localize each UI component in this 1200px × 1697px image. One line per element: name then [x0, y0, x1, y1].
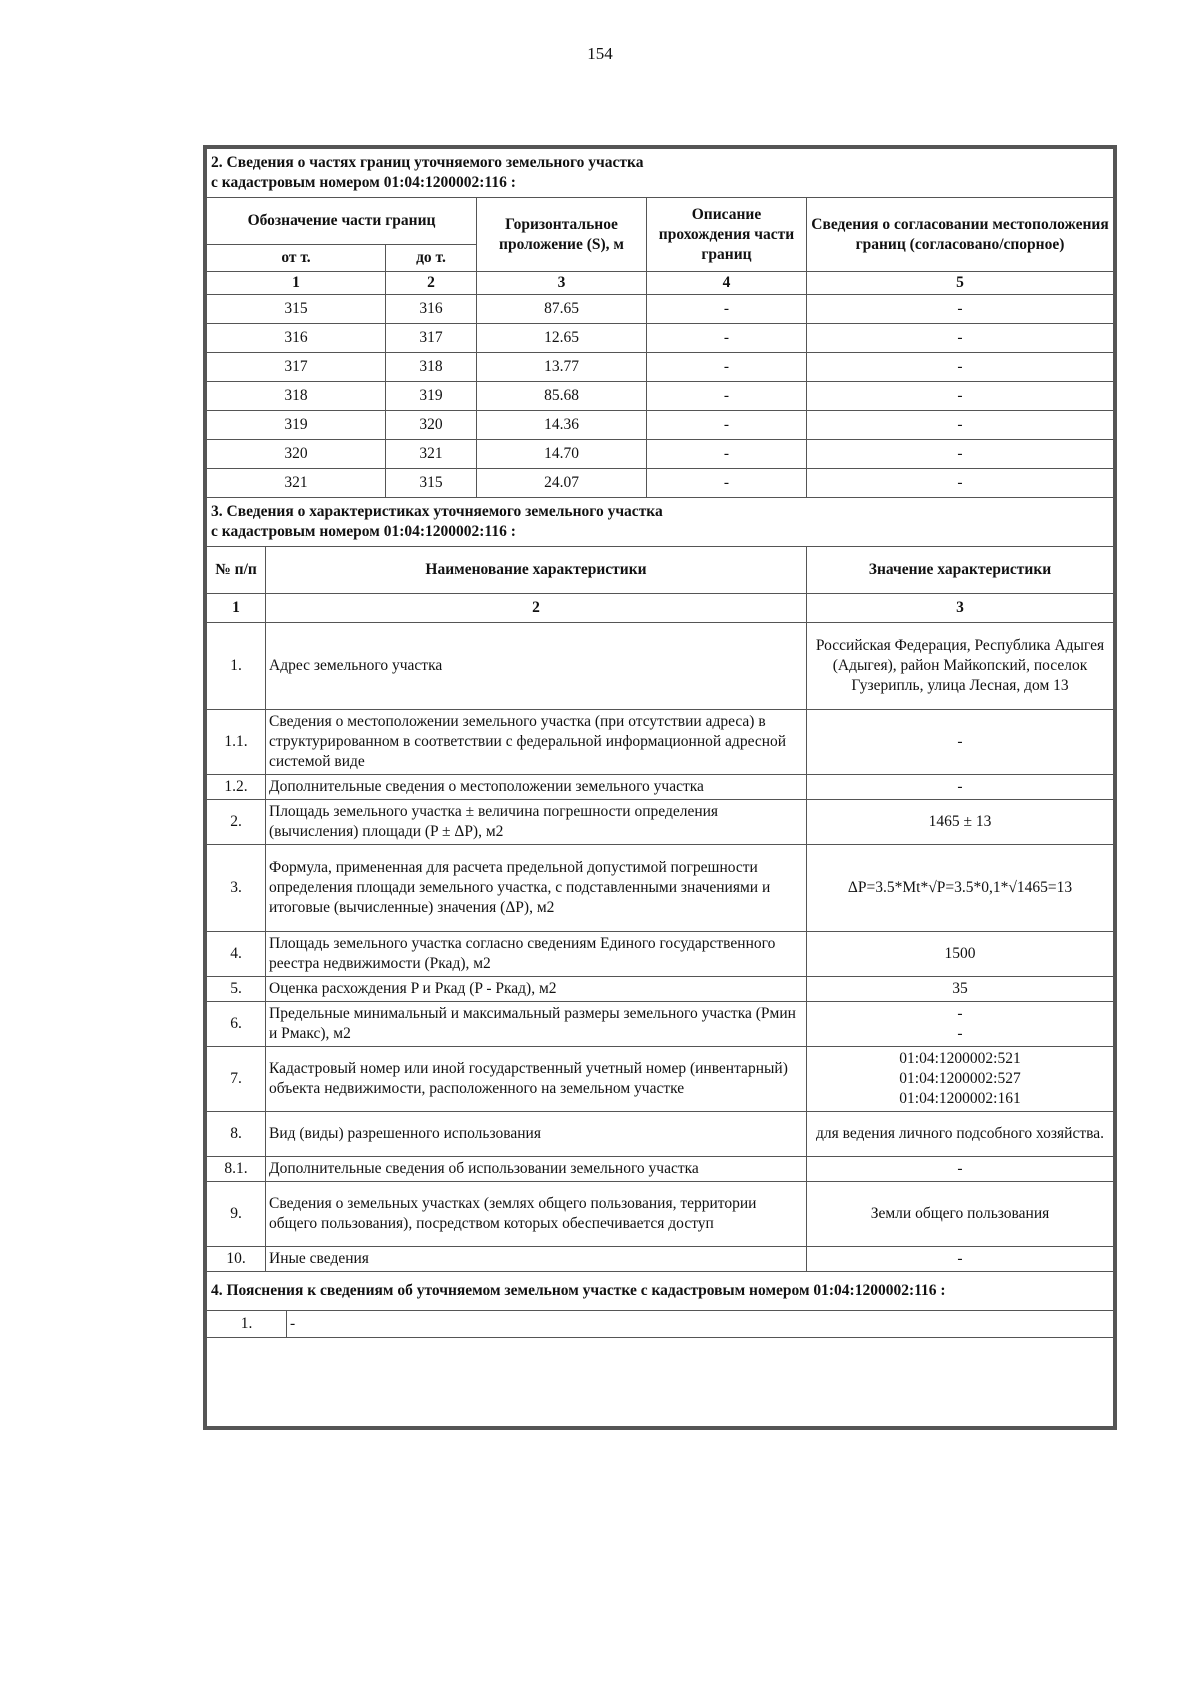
cell-to: 318	[386, 353, 477, 382]
row-value: 1465 ± 13	[807, 800, 1114, 845]
cell-agreement: -	[807, 324, 1114, 353]
cell-from: 319	[207, 411, 386, 440]
section3-title-line2: с кадастровым номером 01:04:1200002:116 :	[211, 523, 516, 540]
section2-title	[207, 149, 1114, 198]
cell-length: 85.68	[477, 382, 647, 411]
row-num: 6.	[207, 1002, 266, 1047]
row-num: 10.	[207, 1247, 266, 1272]
row-name: Предельные минимальный и максимальный размеры земельного участка (Pмин и Pмакс), м2	[266, 1002, 807, 1047]
cell-from: 320	[207, 440, 386, 469]
header-from: от т.	[207, 245, 386, 272]
blank-row	[207, 1338, 1114, 1427]
table-row	[207, 1182, 1114, 1247]
row-num: 7.	[207, 1047, 266, 1112]
value-line: 01:04:1200002:161	[899, 1090, 1021, 1107]
cell-to: 316	[386, 295, 477, 324]
table-row	[207, 469, 1114, 498]
cell-agreement: -	[807, 469, 1114, 498]
row-num: 3.	[207, 845, 266, 932]
row-num: 1.	[207, 1311, 287, 1338]
cell-to: 319	[386, 382, 477, 411]
row-num: 1.1.	[207, 710, 266, 775]
row-name: Площадь земельного участка согласно сведениям Единого государственного реестра недвижимости (Pкад), м2	[266, 932, 807, 977]
cell-length: 13.77	[477, 353, 647, 382]
table-row	[207, 411, 1114, 440]
row-value: -	[807, 1247, 1114, 1272]
row-name: Оценка расхождения P и Pкад (P - Pкад), м2	[266, 977, 807, 1002]
cell-length: 24.07	[477, 469, 647, 498]
col-number: 5	[807, 272, 1114, 295]
row-value	[807, 1047, 1114, 1112]
section2-title-line1: 2. Сведения о частях границ уточняемого земельного участка	[211, 154, 644, 171]
table-row	[207, 382, 1114, 411]
table-row	[207, 1247, 1114, 1272]
table-row	[207, 1311, 1114, 1338]
row-num: 9.	[207, 1182, 266, 1247]
row-name: Иные сведения	[266, 1247, 807, 1272]
value-line: -	[957, 1025, 963, 1042]
header-name: Наименование характеристики	[266, 547, 807, 594]
row-num: 5.	[207, 977, 266, 1002]
row-name: Площадь земельного участка ± величина погрешности определения (вычисления) площади (P ± ΔP), м2	[266, 800, 807, 845]
row-num: 4.	[207, 932, 266, 977]
col-number: 3	[477, 272, 647, 295]
section4-table	[206, 1272, 1114, 1427]
col-number: 4	[647, 272, 807, 295]
row-name: Сведения о местоположении земельного участка (при отсутствии адреса) в структурированном в соответствии с федеральной информационной адресной системой виде	[266, 710, 807, 775]
cell-to: 317	[386, 324, 477, 353]
row-name: Вид (виды) разрешенного использования	[266, 1112, 807, 1157]
row-value: -	[807, 710, 1114, 775]
row-value: Земли общего пользования	[807, 1182, 1114, 1247]
header-to: до т.	[386, 245, 477, 272]
cell-length: 14.36	[477, 411, 647, 440]
cell-agreement: -	[807, 382, 1114, 411]
row-num: 2.	[207, 800, 266, 845]
row-name: Сведения о земельных участках (землях общего пользования, территории общего пользования), посредством которых обеспечивается доступ	[266, 1182, 807, 1247]
row-value: -	[807, 775, 1114, 800]
cell-length: 12.65	[477, 324, 647, 353]
table-row	[207, 710, 1114, 775]
cell-to: 320	[386, 411, 477, 440]
cell-description: -	[647, 440, 807, 469]
header-length: Горизонтальное проложение (S), м	[477, 198, 647, 272]
header-num: № п/п	[207, 547, 266, 594]
table-row	[207, 775, 1114, 800]
row-value: 1500	[807, 932, 1114, 977]
cell-from: 321	[207, 469, 386, 498]
header-part: Обозначение части границ	[207, 198, 477, 245]
row-num: 8.	[207, 1112, 266, 1157]
cell-description: -	[647, 469, 807, 498]
table-row	[207, 845, 1114, 932]
cell-to: 315	[386, 469, 477, 498]
col-number: 2	[266, 594, 807, 623]
cell-description: -	[647, 411, 807, 440]
section4-title: 4. Пояснения к сведениям об уточняемом земельном участке с кадастровым номером 01:04:1200002:116 :	[207, 1272, 1114, 1311]
row-text: -	[287, 1311, 1114, 1338]
table-row	[207, 353, 1114, 382]
cell-from: 315	[207, 295, 386, 324]
cell-from: 317	[207, 353, 386, 382]
section3-table	[206, 498, 1114, 1272]
cell-length: 14.70	[477, 440, 647, 469]
value-line: 01:04:1200002:527	[899, 1070, 1021, 1087]
section3-title	[207, 498, 1114, 547]
table-row	[207, 623, 1114, 710]
table-row	[207, 1112, 1114, 1157]
table-row	[207, 1157, 1114, 1182]
row-num: 1.2.	[207, 775, 266, 800]
table-row	[207, 440, 1114, 469]
table-row	[207, 1002, 1114, 1047]
cadastral-document	[203, 145, 1117, 1430]
col-number: 1	[207, 272, 386, 295]
cell-to: 321	[386, 440, 477, 469]
header-value: Значение характеристики	[807, 547, 1114, 594]
row-name: Адрес земельного участка	[266, 623, 807, 710]
table-row	[207, 800, 1114, 845]
cell-agreement: -	[807, 411, 1114, 440]
cell-length: 87.65	[477, 295, 647, 324]
row-num: 8.1.	[207, 1157, 266, 1182]
table-row	[207, 932, 1114, 977]
table-row	[207, 324, 1114, 353]
table-row	[207, 295, 1114, 324]
cell-agreement: -	[807, 295, 1114, 324]
section2-title-line2: с кадастровым номером 01:04:1200002:116 :	[211, 174, 516, 191]
cell-description: -	[647, 295, 807, 324]
cell-description: -	[647, 382, 807, 411]
cell-agreement: -	[807, 440, 1114, 469]
cell-description: -	[647, 324, 807, 353]
row-value: для ведения личного подсобного хозяйства.	[807, 1112, 1114, 1157]
table-row	[207, 1047, 1114, 1112]
cell-description: -	[647, 353, 807, 382]
cell-from: 316	[207, 324, 386, 353]
row-name: Дополнительные сведения о местоположении земельного участка	[266, 775, 807, 800]
col-number: 2	[386, 272, 477, 295]
row-name: Формула, примененная для расчета предельной допустимой погрешности определения площади земельного участка, с подставленными значениями и итоговые (вычисленные) значения (ΔP), м2	[266, 845, 807, 932]
value-line: -	[957, 1005, 963, 1022]
row-value: ΔP=3.5*Mt*√P=3.5*0,1*√1465=13	[807, 845, 1114, 932]
table-row	[207, 977, 1114, 1002]
cell-from: 318	[207, 382, 386, 411]
row-num: 1.	[207, 623, 266, 710]
section2-table	[206, 148, 1114, 498]
section3-title-line1: 3. Сведения о характеристиках уточняемого земельного участка	[211, 503, 663, 520]
row-value: Российская Федерация, Республика Адыгея (Адыгея), район Майкопский, поселок Гузерипль, улица Лесная, дом 13	[807, 623, 1114, 710]
value-line: 01:04:1200002:521	[899, 1050, 1021, 1067]
row-value: 35	[807, 977, 1114, 1002]
header-agreement: Сведения о согласовании местоположения границ (согласовано/спорное)	[807, 198, 1114, 272]
page-number: 154	[587, 44, 613, 63]
header-description: Описание прохождения части границ	[647, 198, 807, 272]
col-number: 1	[207, 594, 266, 623]
cell-agreement: -	[807, 353, 1114, 382]
row-name: Дополнительные сведения об использовании земельного участка	[266, 1157, 807, 1182]
blank-cell	[207, 1338, 1114, 1427]
col-number: 3	[807, 594, 1114, 623]
row-name: Кадастровый номер или иной государственный учетный номер (инвентарный) объекта недвижимости, расположенного на земельном участке	[266, 1047, 807, 1112]
row-value: -	[807, 1157, 1114, 1182]
row-value	[807, 1002, 1114, 1047]
